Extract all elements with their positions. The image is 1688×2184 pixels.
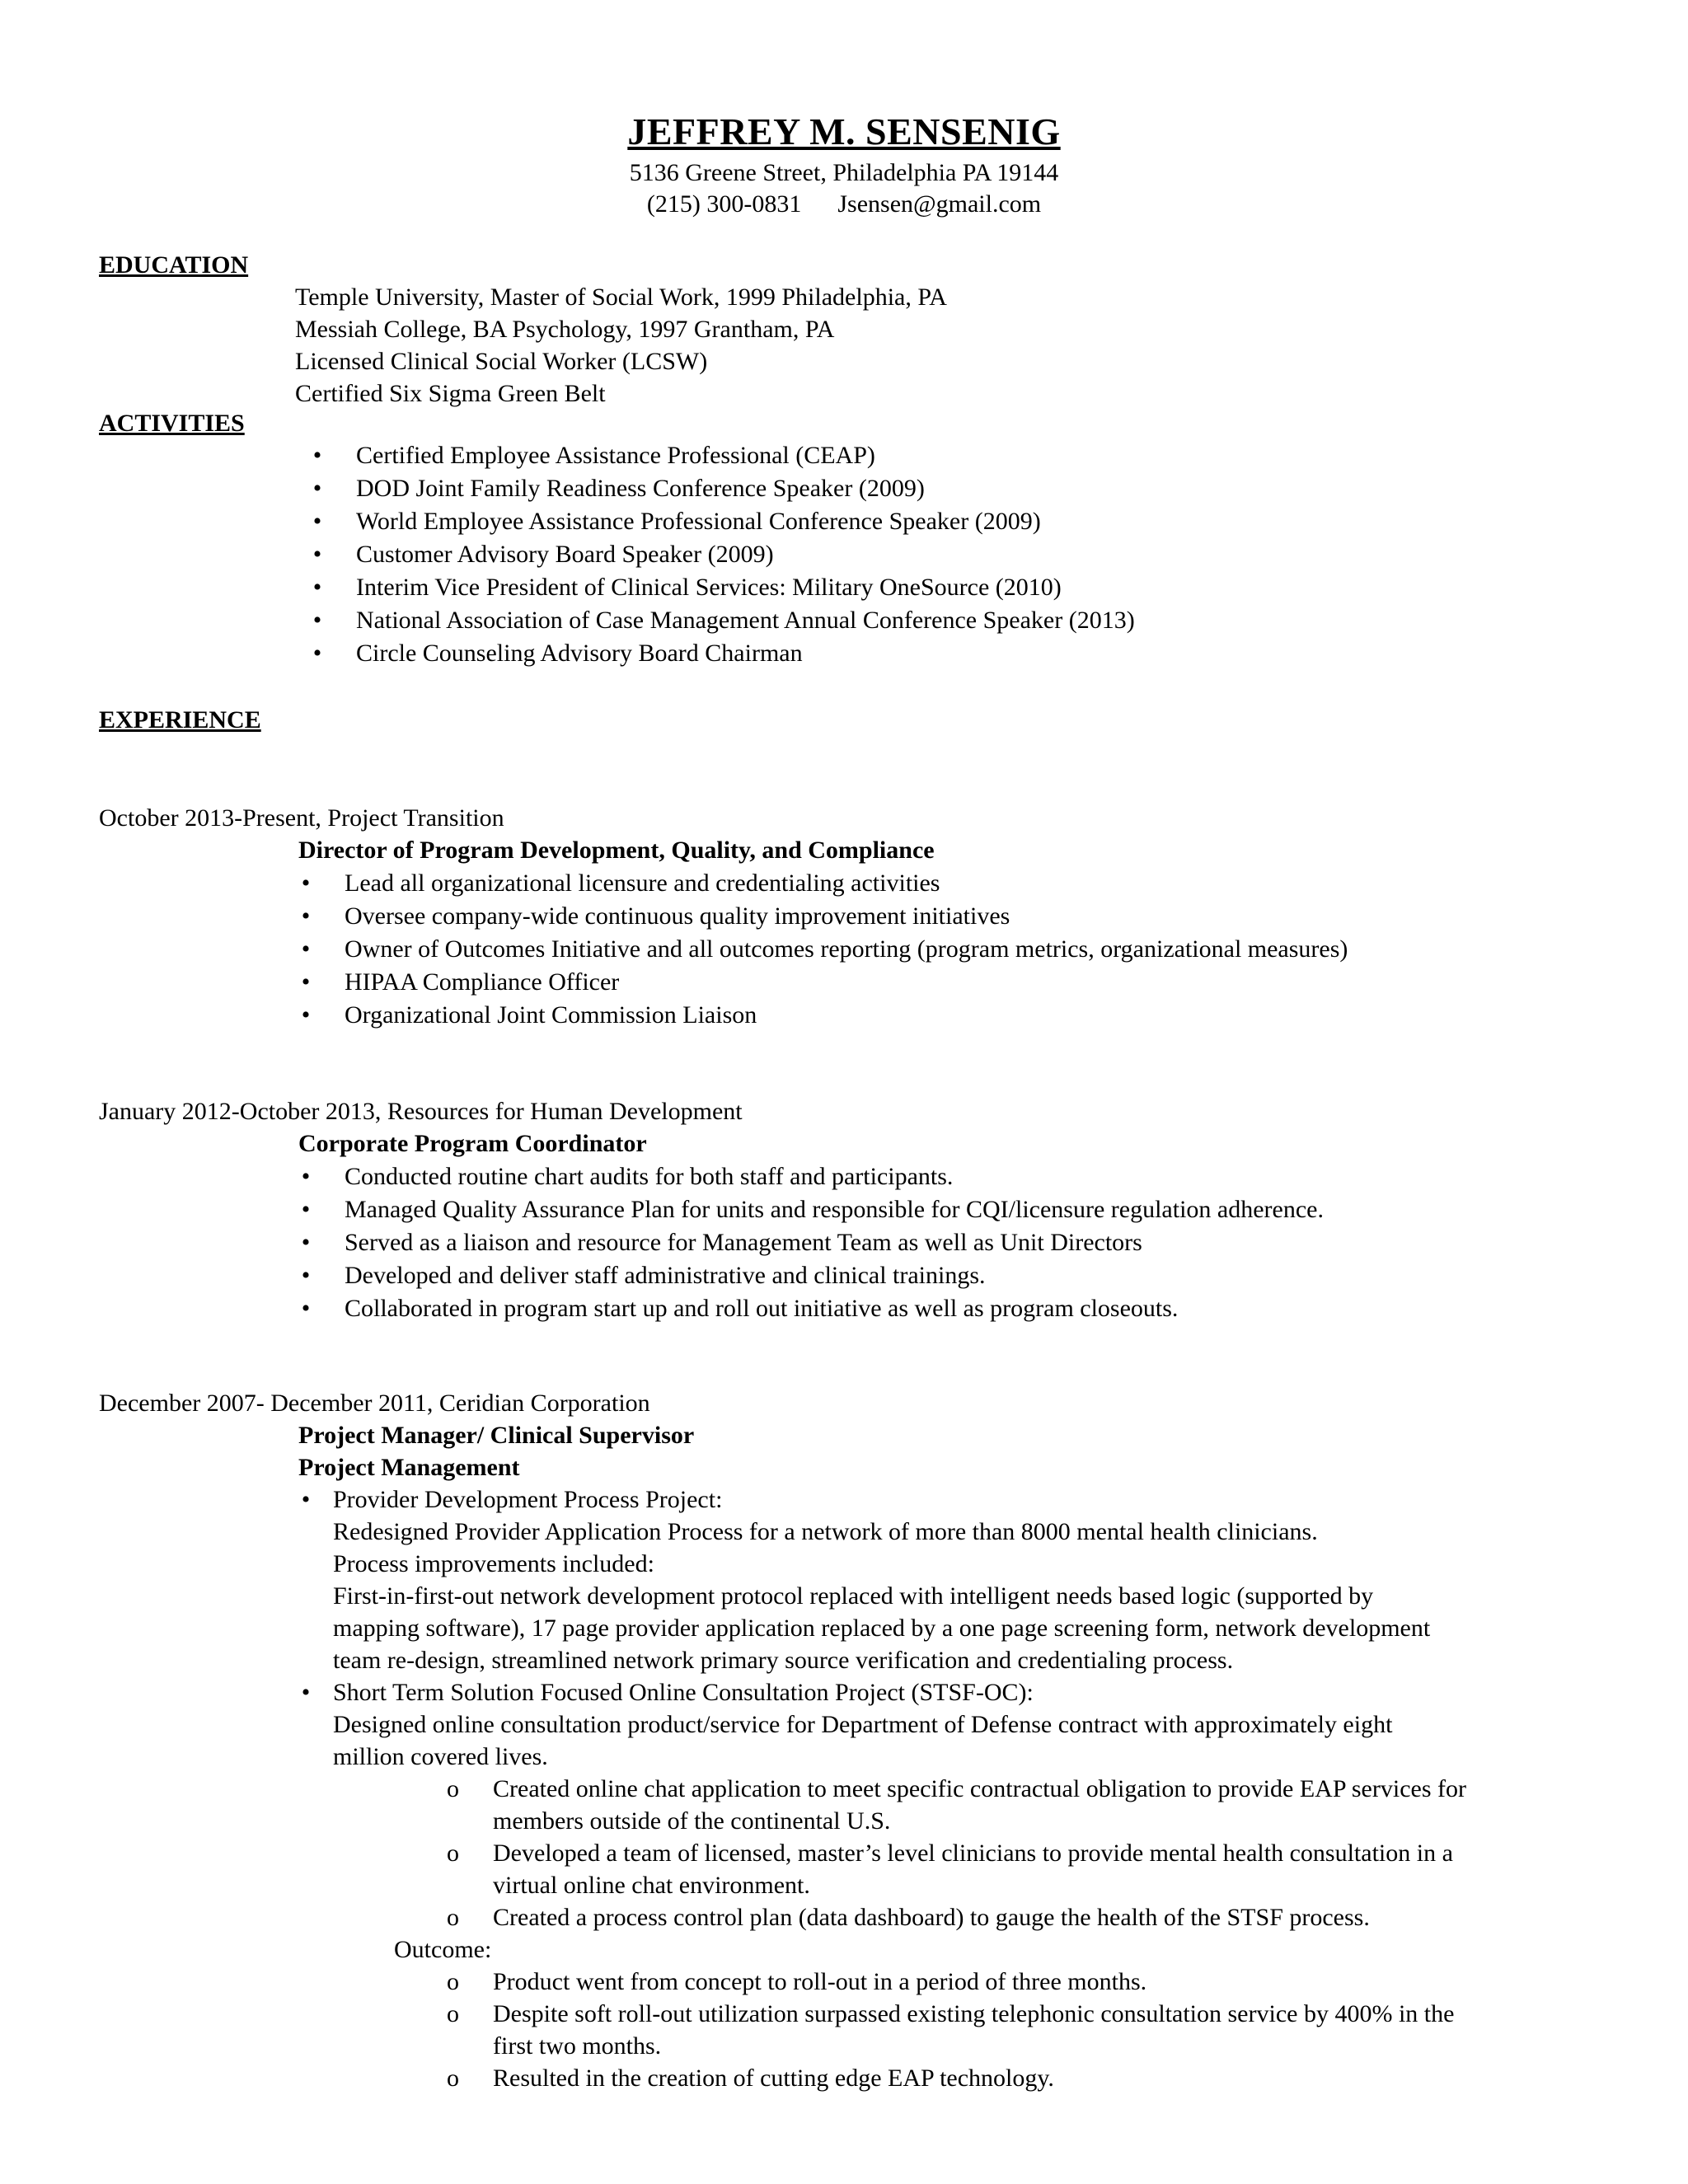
education-line: Licensed Clinical Social Worker (LCSW): [295, 348, 708, 375]
bullet-icon: •: [301, 1295, 311, 1322]
bullet-icon: •: [301, 1262, 311, 1289]
address: 5136 Greene Street, Philadelphia PA 19144: [629, 159, 1059, 186]
list-item: • Owner of Outcomes Initiative and all outcomes reporting (program metrics, organizational measures): [293, 933, 1662, 966]
bullet-icon: •: [312, 640, 322, 667]
project2: [293, 1676, 1662, 1709]
list-item: • Developed and deliver staff administrative and clinical trainings.: [293, 1259, 1662, 1292]
bullet-icon: •: [301, 1196, 311, 1223]
bullet-icon: •: [301, 1486, 311, 1513]
email: Jsensen@gmail.com: [837, 190, 1042, 218]
list-item: • HIPAA Compliance Officer: [293, 966, 1662, 999]
list-item: • National Association of Case Management Annual Conference Speaker (2013): [305, 604, 1624, 637]
bullet-icon: •: [301, 968, 311, 996]
job-title: Project Manager/ Clinical Supervisor: [298, 1422, 695, 1449]
job-date-employer: January 2012-October 2013, Resources for Human Development: [99, 1098, 743, 1125]
resume-page: JEFFREY M. SENSENIG 5136 Greene Street, Philadelphia PA 19144 (215) 300-0831 Jsensen@gmail.com EDUCATION Temple University, Master of Social Work, 1999 Philadelphia, PA Messiah College, BA Psychology, 1997 Grantham, PA Licensed Clinical Social Worker (LCSW) Certified Six Sigma Green Belt ACTIVITIES • Certified Employee Assistance Professional (CEAP) • DOD Joint Family Readiness Conference Speaker (2009) • World Employee Assistance Professional Conference Speaker (2009) • Customer Advisory Board Speaker (2009) • Interim Vice President of Clinical Services: Military OneSource (2010) • National Association of Case Management Annual Conference Speaker (2013) • Circle Counseling Advisory Board Chairman EXPERIENCE October 2013-Present, Project Transition Director of Program Development, Quality, and Compliance • Lead all organizational licensure and credentialing activities • Oversee company-wide continuous quality improvement initiatives • Owner of Outcomes Initiative and all outcomes reporting (program metrics, organizational measures) • HIPAA Compliance Officer • Organizational Joint Commission Liaison January 2012-October 2013, Resources for Human Development Corporate Program Coordinator • Conducted routine chart audits for both staff and participants. • Managed Quality Assurance Plan for units and responsible for CQI/licensure regulation adherence. • Served as a liaison and resource for Management Team as well as Unit Directors • Developed and deliver staff administrative and clinical trainings. • Collaborated in program start up and roll out initiative as well as program closeouts. December 2007- December 2011, Ceridian Corporation Project Manager/ Clinical Supervisor Project Management • Provider Development Process Project: Redesigned Provider Application Process for a network of more than 8000 mental health clinicians. Process improvements included: First-in-first-out network development protocol replaced with intelligent needs based logic (supported by mapping software), 17 page provider application replaced by a one page screening form, network development team re-design, streamlined network primary source verification and credentialing process. • Short Term Solution Focused Online Consultation Project (STSF-OC): Designed online consultation product/service for Department of Defense contract with approximately eight million covered lives. o Created online chat application to meet specific contractual obligation to provide EAP services for members outside of the continental U.S. o Developed a team of licensed, master’s level clinicians to provide mental health consultation in a virtual online chat environment. o Created a process control plan (data dashboard) to gauge the health of the STSF process. Outcome: o Product went from concept to roll-out in a period of three months. o Despite soft roll-out utilization surpassed existing telephonic consultation service by 400% in the first two months. o Resulted in the creation of cutting edge EAP technology.: [0, 0, 1688, 2184]
bullet-icon: •: [301, 1001, 311, 1029]
job-date-employer: October 2013-Present, Project Transition: [99, 804, 504, 832]
circle-bullet-icon: o: [447, 1904, 459, 1931]
bullet-icon: •: [312, 475, 322, 502]
list-item: • Certified Employee Assistance Professional (CEAP): [305, 439, 1624, 472]
list-item: • DOD Joint Family Readiness Conference Speaker (2009): [305, 472, 1624, 505]
list-item: • Conducted routine chart audits for both staff and participants.: [293, 1160, 1662, 1193]
education-line: Temple University, Master of Social Work, 1999 Philadelphia, PA: [295, 284, 947, 311]
circle-bullet-icon: o: [447, 2000, 459, 2027]
list-item: • Served as a liaison and resource for Management Team as well as Unit Directors: [293, 1226, 1662, 1259]
job-title: Director of Program Development, Quality, and Compliance: [298, 837, 935, 864]
activities-list: [305, 439, 1624, 670]
bullet-icon: •: [301, 1679, 311, 1706]
list-item: • Organizational Joint Commission Liaison: [293, 999, 1662, 1032]
list-item: • Interim Vice President of Clinical Services: Military OneSource (2010): [305, 571, 1624, 604]
outcome-label: Outcome:: [394, 1936, 492, 1963]
bullet-icon: •: [312, 442, 322, 469]
job-date-employer: December 2007- December 2011, Ceridian Corporation: [99, 1390, 650, 1417]
education-heading: EDUCATION: [99, 251, 249, 279]
contact-line: [0, 188, 1688, 220]
bullet-icon: •: [301, 1229, 311, 1256]
project-title: Provider Development Process Project:: [333, 1486, 723, 1513]
list-item: • Lead all organizational licensure and credentialing activities: [293, 867, 1662, 900]
job-subtitle: Project Management: [298, 1454, 520, 1481]
list-item: • Circle Counseling Advisory Board Chairman: [305, 637, 1624, 670]
list-item: [293, 1676, 1662, 1709]
circle-bullet-icon: o: [447, 1775, 459, 1802]
circle-bullet-icon: o: [447, 1968, 459, 1995]
job1-bullets: [293, 867, 1662, 1032]
bullet-icon: •: [301, 1163, 311, 1190]
bullet-icon: •: [312, 574, 322, 601]
circle-bullet-icon: o: [447, 1840, 459, 1867]
circle-bullet-icon: o: [447, 2064, 459, 2092]
bullet-icon: •: [301, 902, 311, 930]
candidate-name: JEFFREY M. SENSENIG: [627, 110, 1061, 152]
bullet-icon: •: [301, 935, 311, 963]
list-item: [293, 1483, 1662, 1516]
education-line: Messiah College, BA Psychology, 1997 Grantham, PA: [295, 316, 835, 343]
education-line: Certified Six Sigma Green Belt: [295, 380, 606, 407]
job2-bullets: [293, 1160, 1662, 1325]
education-list: [295, 281, 947, 410]
list-item: • Oversee company-wide continuous quality improvement initiatives: [293, 900, 1662, 933]
list-item: • Managed Quality Assurance Plan for units and responsible for CQI/licensure regulation adherence.: [293, 1193, 1662, 1226]
project-title: Short Term Solution Focused Online Consultation Project (STSF-OC):: [333, 1679, 1034, 1706]
project1: [293, 1483, 1662, 1516]
experience-heading: EXPERIENCE: [99, 706, 261, 733]
project1-description: Redesigned Provider Application Process for a network of more than 8000 mental health clinicians. Process improvements included: First-in-first-out network development protocol replaced with intelligent needs based logic (supported by mapping software), 17 page provider application replaced by a one page screening form, network development team re-design, streamlined network primary source verification and credentialing process.: [333, 1518, 1431, 1674]
list-item: • Customer Advisory Board Speaker (2009): [305, 538, 1624, 571]
activities-heading: ACTIVITIES: [99, 410, 245, 437]
phone: (215) 300-0831: [646, 190, 802, 218]
bullet-icon: •: [312, 508, 322, 535]
list-item: • World Employee Assistance Professional Conference Speaker (2009): [305, 505, 1624, 538]
bullet-icon: •: [312, 541, 322, 568]
bullet-icon: •: [312, 607, 322, 634]
list-item: • Collaborated in program start up and roll out initiative as well as program closeouts.: [293, 1292, 1662, 1325]
project2-description: Designed online consultation product/service for Department of Defense contract with approximately eight million covered lives.: [333, 1711, 1393, 1770]
job-title: Corporate Program Coordinator: [298, 1130, 647, 1157]
bullet-icon: •: [301, 869, 311, 897]
